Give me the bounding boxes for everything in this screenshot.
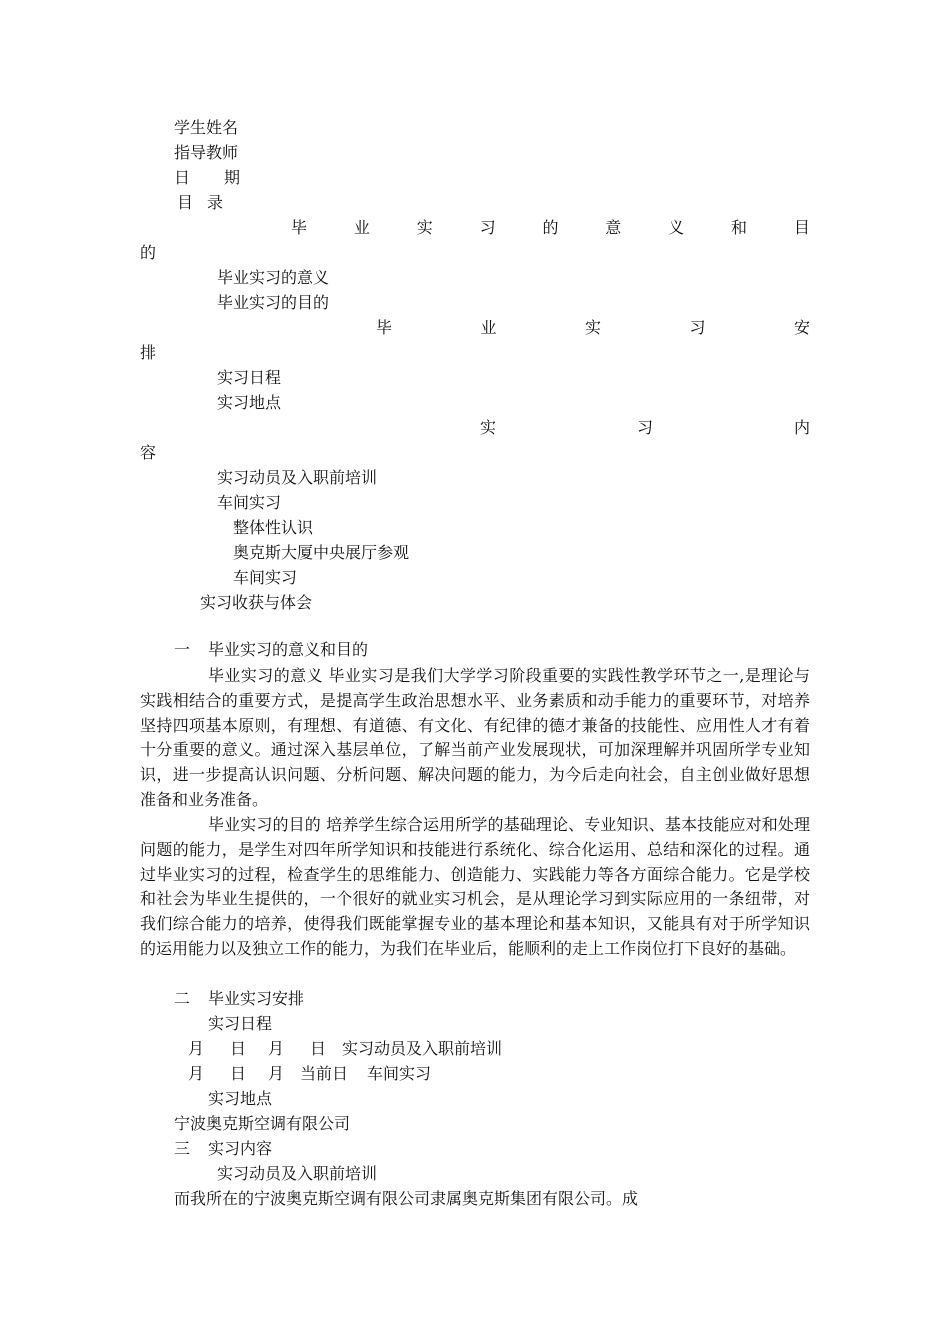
paragraph-significance: 毕业实习的意义 毕业实习是我们大学学习阶段重要的实践性教学环节之一,是理论与实践相结合的重要方式，是提高学生政治思想水平、业务素质和动手能力的重要环节，对培养坚持四项基本原则，有理想、有道德、有文化、有纪律的德才兼备的技能性、应用性人才有着十分重要的意义。通过深入基层单位，了解当前产业发展现状，可加深理解并巩固所学专业知识，进一步提高认识问题、分析问题、解决问题的能力，为今后走向社会，自主创业做好思想准备和业务准备。	[140, 666, 810, 809]
toc-s3-char: 实	[480, 418, 497, 437]
toc-s1-sub-1: 毕业实习的意义	[217, 268, 330, 287]
toc-s3-sub-1: 实习动员及入职前培训	[217, 468, 378, 487]
toc-s1-char: 目	[793, 218, 810, 237]
advisor-label: 指导教师	[174, 143, 239, 162]
section-3-title: 实习内容	[208, 1139, 273, 1158]
toc-s2-char: 毕	[376, 318, 393, 337]
toc-s1-char: 习	[479, 218, 496, 237]
student-name-label: 学生姓名	[174, 118, 239, 137]
schedule-title: 实习日程	[208, 1014, 273, 1033]
schedule-1-day-b: 日	[310, 1039, 327, 1058]
toc-section-2-wrap: 排	[140, 343, 157, 362]
toc-s3-sub-2b: 奥克斯大厦中央展厅参观	[233, 543, 410, 562]
toc-s1-char: 和	[731, 218, 748, 237]
location-value: 宁波奥克斯空调有限公司	[174, 1114, 351, 1133]
section-3-text: 而我所在的宁波奥克斯空调有限公司隶属奥克斯集团有限公司。成	[174, 1189, 639, 1208]
schedule-2-day-b: 当前日	[300, 1064, 349, 1083]
schedule-1-month-a: 月	[188, 1039, 205, 1058]
location-title: 实习地点	[208, 1089, 273, 1108]
toc-section-4: 实习收获与体会	[200, 593, 313, 612]
toc-s1-char: 的	[542, 218, 559, 237]
schedule-2-day-a: 日	[230, 1064, 247, 1083]
toc-s3-sub-2a: 整体性认识	[233, 518, 314, 537]
toc-s2-char: 实	[584, 318, 601, 337]
toc-section-3-wrap: 容	[140, 443, 157, 462]
toc-s3-sub-2: 车间实习	[217, 493, 282, 512]
toc-s2-sub-1: 实习日程	[217, 368, 282, 387]
toc-section-1-wrap: 的	[140, 243, 157, 262]
toc-s2-char: 业	[480, 318, 497, 337]
toc-title-char-1: 目	[177, 193, 194, 212]
section-3-number: 三	[174, 1139, 191, 1158]
toc-s2-char: 习	[689, 318, 706, 337]
schedule-2-activity: 车间实习	[367, 1064, 432, 1083]
toc-section-2	[376, 317, 810, 339]
toc-s1-char: 业	[353, 218, 370, 237]
section-2-title: 毕业实习安排	[208, 989, 305, 1008]
toc-s2-sub-2: 实习地点	[217, 393, 282, 412]
date-label-char-1: 日	[174, 168, 191, 187]
toc-s3-sub-2c: 车间实习	[233, 568, 298, 587]
section-2-number: 二	[174, 989, 191, 1008]
paragraph-purpose: 毕业实习的目的 培养学生综合运用所学的基础理论、专业知识、基本技能应对和处理问题的能力，是学生对四年所学知识和技能进行系统化、综合化运用、总结和深化的过程。通过毕业实习的过程，检查学生的思维能力、创造能力、实践能力等各方面综合能力。它是学校和社会为毕业生提供的，一个很好的就业实习机会，是从理论学习到实际应用的一条纽带，对我们综合能力的培养，使得我们既能掌握专业的基本理论和基本知识，又能具有对于所学知识的运用能力以及独立工作的能力，为我们在毕业后，能顺利的走上工作岗位打下良好的基础。	[140, 815, 810, 958]
section-1-number: 一	[174, 640, 191, 659]
toc-title-char-2: 录	[207, 193, 224, 212]
schedule-1-month-b: 月	[268, 1039, 285, 1058]
toc-s3-char: 习	[636, 418, 653, 437]
toc-section-1	[291, 217, 810, 239]
toc-section-3	[480, 417, 810, 439]
toc-s1-char: 义	[668, 218, 685, 237]
schedule-1-day-a: 日	[230, 1039, 247, 1058]
toc-s3-char: 内	[793, 418, 810, 437]
date-label-char-2: 期	[224, 168, 241, 187]
toc-s1-char: 实	[416, 218, 433, 237]
toc-s2-char: 安	[793, 318, 810, 337]
toc-s1-char: 毕	[291, 218, 308, 237]
schedule-1-activity: 实习动员及入职前培训	[342, 1039, 503, 1058]
toc-s1-sub-2: 毕业实习的目的	[217, 293, 330, 312]
toc-s1-char: 意	[605, 218, 622, 237]
schedule-2-month-b: 月	[268, 1064, 285, 1083]
section-1-title: 毕业实习的意义和目的	[208, 640, 369, 659]
section-3-sub-1: 实习动员及入职前培训	[217, 1164, 378, 1183]
schedule-2-month-a: 月	[188, 1064, 205, 1083]
